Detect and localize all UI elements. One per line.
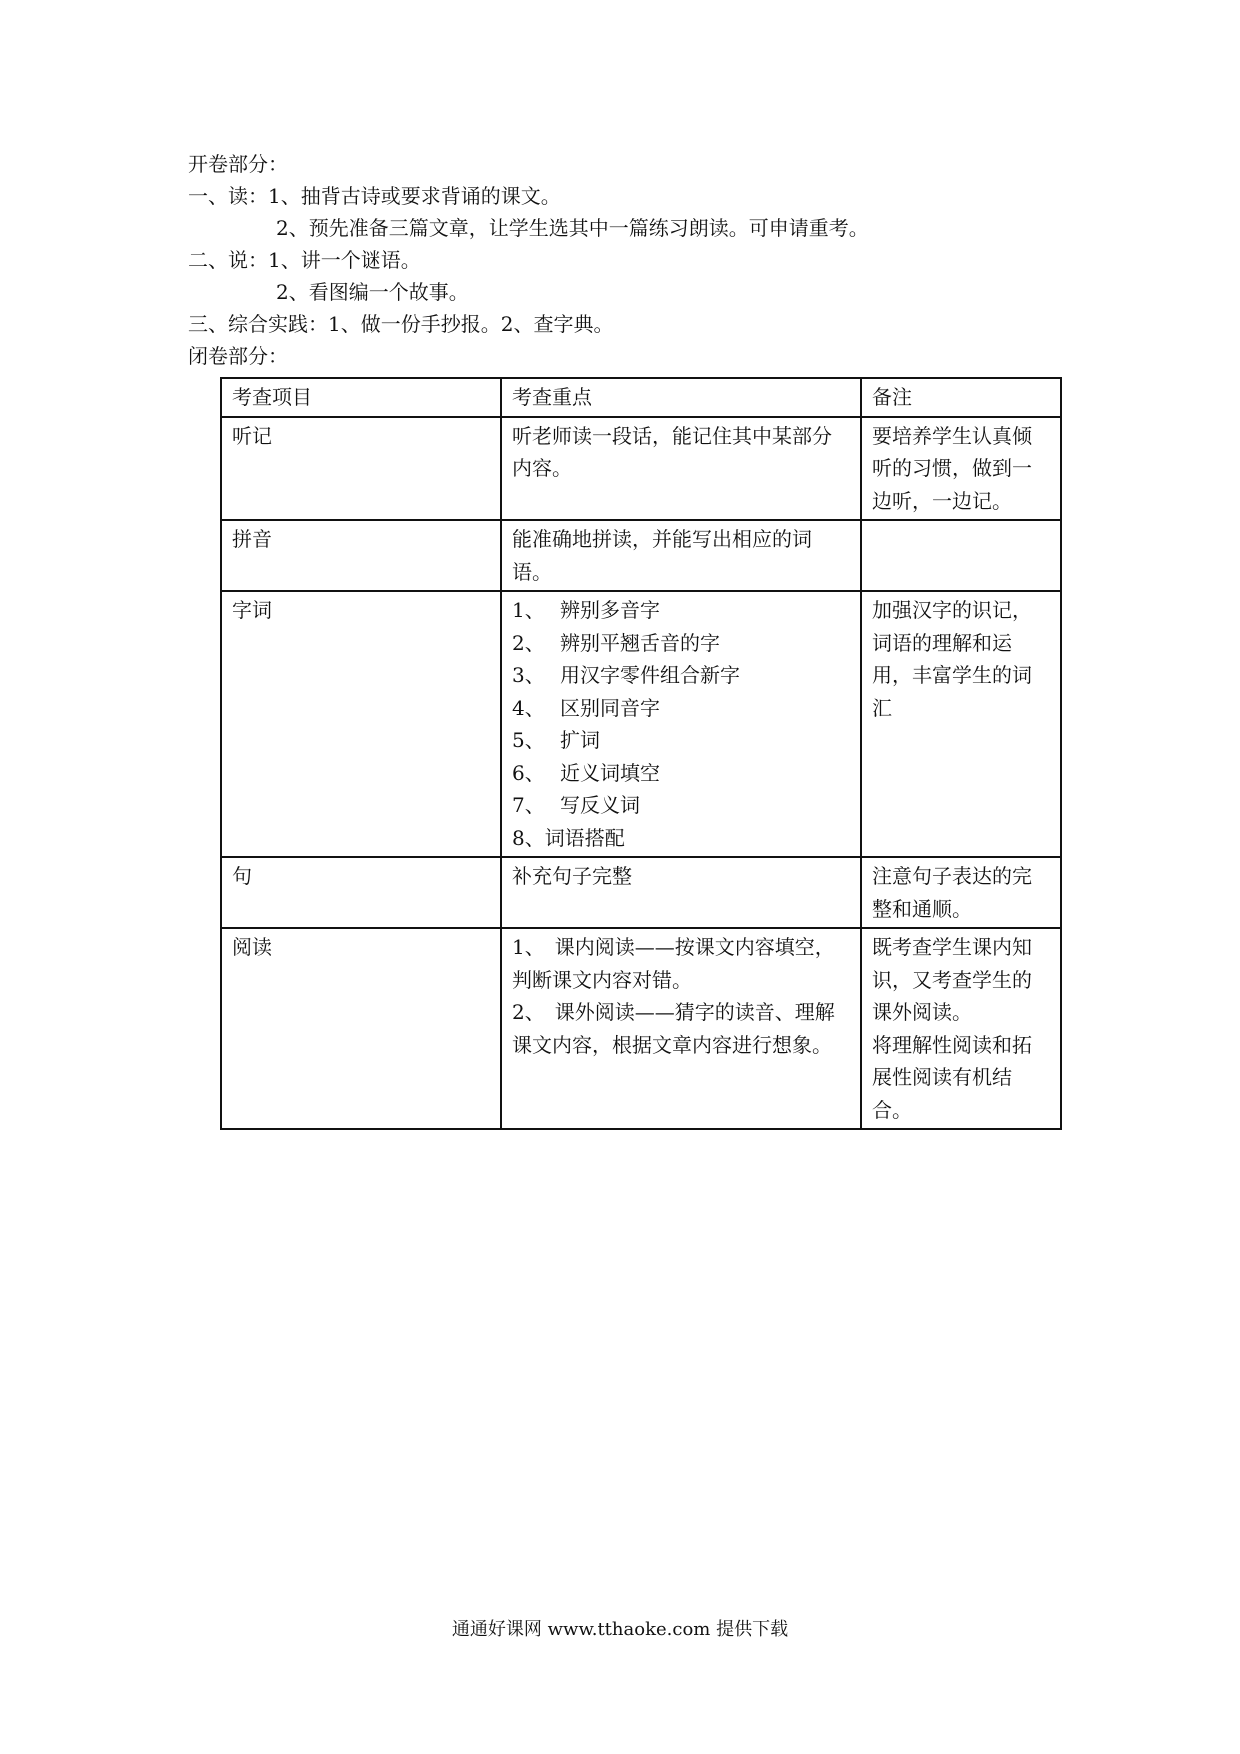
- row-item-cell: 句: [221, 857, 501, 928]
- header-note: 备注: [861, 378, 1061, 417]
- note-paragraph-1: 既考查学生课内知识，又考查学生的课外阅读。: [872, 935, 1032, 1024]
- row-focus-cell: 能准确地拼读，并能写出相应的词语。: [501, 520, 861, 591]
- table-row: [221, 857, 1061, 928]
- row-note-cell: 加强汉字的识记，词语的理解和运用，丰富学生的词汇: [861, 591, 1061, 857]
- list-item: 2、 辨别平翘舌音的字: [512, 630, 720, 655]
- row-note-cell: 注意句子表达的完整和通顺。: [861, 857, 1061, 928]
- read-item-line-2: 2、预先准备三篇文章，让学生选其中一篇练习朗读。可申请重考。: [276, 216, 869, 240]
- row-note-cell: 要培养学生认真倾听的习惯，做到一边听，一边记。: [861, 417, 1061, 521]
- table-header-row: [221, 378, 1061, 417]
- table-row: [221, 928, 1061, 1129]
- assessment-table: [220, 377, 1062, 1130]
- table-row: [221, 591, 1061, 857]
- footer-source-text: 通通好课网 www.tthaoke.com 提供下载: [451, 1619, 789, 1640]
- list-item: 7、 写反义词: [512, 793, 640, 817]
- list-item: 8、词语搭配: [512, 825, 625, 850]
- list-item: 5、 扩词: [512, 728, 600, 752]
- row-note-cell: [861, 520, 1061, 591]
- row-note-cell: [861, 928, 1061, 1129]
- list-item: 4、 区别同音字: [512, 695, 660, 720]
- list-item: 1、 辨别多音字: [512, 598, 660, 622]
- focus-paragraph-2: 2、 课外阅读——猜字的读音、理解课文内容，根据文章内容进行想象。: [512, 1000, 835, 1057]
- practice-item-line: 三、综合实践：1、做一份手抄报。2、查字典。: [188, 312, 614, 336]
- read-item-line-1: 一、读：1、抽背古诗或要求背诵的课文。: [188, 184, 561, 208]
- row-item-cell: 字词: [221, 591, 501, 857]
- row-focus-cell: 补充句子完整: [501, 857, 861, 928]
- open-book-title: 开卷部分：: [188, 152, 288, 176]
- header-item: 考查项目: [221, 378, 501, 417]
- row-focus-cell: 听老师读一段话，能记住其中某部分内容。: [501, 417, 861, 521]
- row-item-cell: 听记: [221, 417, 501, 521]
- table-row: [221, 520, 1061, 591]
- row-item-cell: 阅读: [221, 928, 501, 1129]
- row-focus-cell: [501, 928, 861, 1129]
- row-item-cell: 拼音: [221, 520, 501, 591]
- speak-item-line-1: 二、说：1、讲一个谜语。: [188, 248, 421, 272]
- table-row: [221, 417, 1061, 521]
- closed-book-title: 闭卷部分：: [188, 344, 288, 368]
- focus-paragraph-1: 1、 课内阅读——按课文内容填空，判断课文内容对错。: [512, 935, 835, 992]
- note-paragraph-2: 将理解性阅读和拓展性阅读有机结合。: [872, 1032, 1032, 1122]
- row-focus-cell: [501, 591, 861, 857]
- speak-item-line-2: 2、看图编一个故事。: [276, 280, 469, 304]
- list-item: 6、 近义词填空: [512, 760, 660, 785]
- header-focus: 考查重点: [501, 378, 861, 417]
- list-item: 3、 用汉字零件组合新字: [512, 663, 740, 687]
